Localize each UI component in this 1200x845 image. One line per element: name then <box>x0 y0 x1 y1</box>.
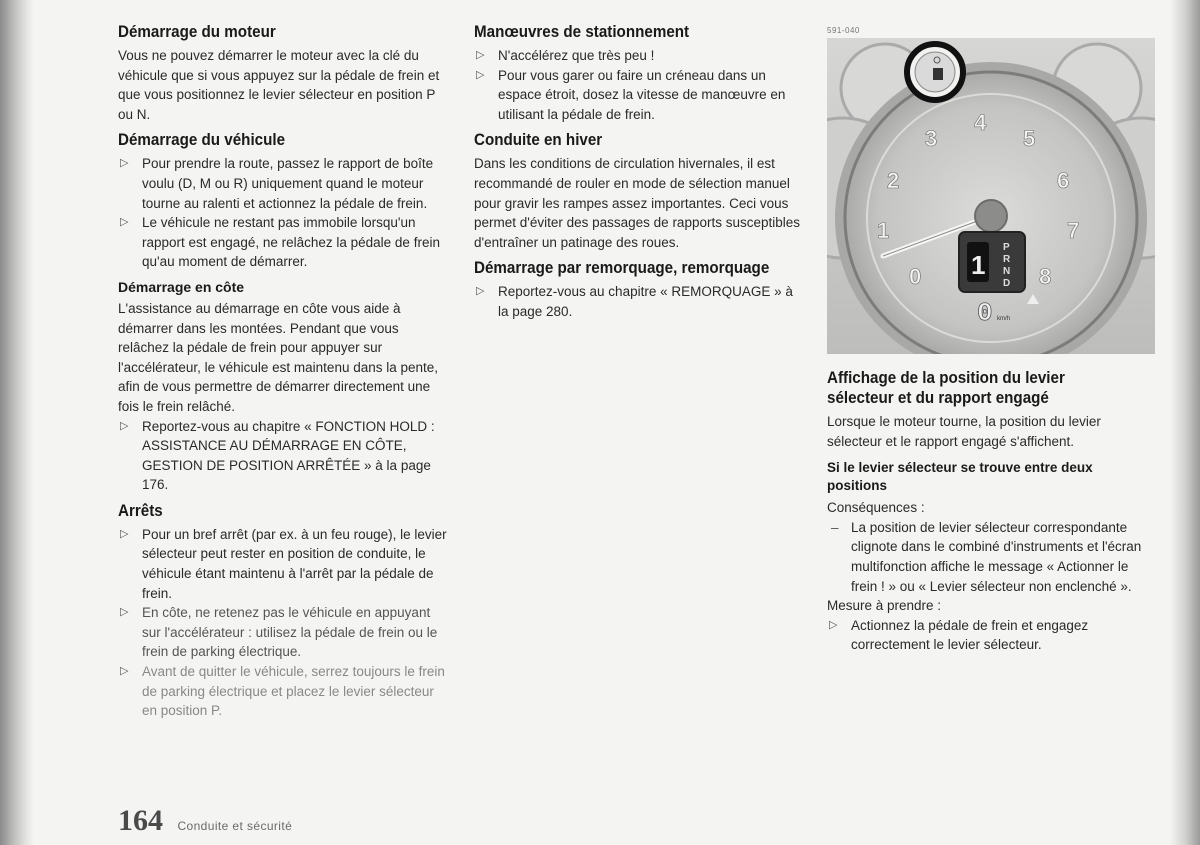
paragraph-demarrage-cote: L'assistance au démarrage en côte vous aide à démarrer dans les montées. Pendant que vous relâchez la pédale de frein pour appuyer sur l'accélérateur, le véhicule est maintenu dans la pente, afin de vous permettre de démarrer directement une fois le frein relâché. <box>118 300 439 414</box>
gear-indicator-digit: 1 <box>971 250 986 280</box>
list-item: ▷ Pour vous garer ou faire un créneau dans un espace étroit, dosez la vitesse de manœuvre en utilisant la pédale de frein. <box>476 67 786 122</box>
list-manoeuvres <box>474 46 806 124</box>
list-item: ▷ N'accélérez que très peu ! <box>474 46 806 66</box>
column-left <box>118 22 452 727</box>
arrow-bullet-icon: ▷ <box>120 527 129 540</box>
list-item: ▷ Reportez-vous au chapitre « FONCTION HOLD : ASSISTANCE AU DÉMARRAGE EN CÔTE, GESTION DE POSITION ARRÊTÉE » à la page 176. <box>120 418 435 493</box>
dash-bullet-icon: – <box>831 519 839 535</box>
figure-reference: 591-040 <box>827 26 860 35</box>
list-item: ▷ Avant de quitter le véhicule, serrez toujours le frein de parking électrique et placez le levier sélecteur en position P. <box>120 664 445 719</box>
list-demarrage-vehicule <box>118 154 452 272</box>
column-middle <box>474 22 806 328</box>
gauge-number-7: 7 <box>1067 218 1080 243</box>
column-right <box>827 368 1147 661</box>
gauge-number-3: 3 <box>925 126 938 151</box>
heading-levier-entre-positions: Si le levier sélecteur se trouve entre deux positions <box>827 460 1093 494</box>
heading-remorquage: Démarrage par remorquage, remorquage <box>474 259 770 278</box>
heading-affichage-position: Affichage de la position du levier sélecteur et du rapport engagé <box>827 369 1065 407</box>
arrow-bullet-icon: ▷ <box>120 665 129 678</box>
list-demarrage-cote <box>118 417 452 495</box>
list-mesure <box>827 616 1147 655</box>
paragraph-affichage-position: Lorsque le moteur tourne, la position du levier sélecteur et le rapport engagé s'affichent. <box>827 414 1101 449</box>
page-number: 164 <box>118 804 163 837</box>
selector-letter-r: R <box>1003 254 1011 265</box>
gauge-number-5: 5 <box>1023 126 1036 151</box>
arrow-bullet-icon: ▷ <box>476 68 485 81</box>
label-mesure: Mesure à prendre : <box>827 598 942 614</box>
tachometer-illustration <box>827 38 1155 354</box>
heading-demarrage-cote: Démarrage en côte <box>118 278 245 295</box>
page-footer <box>118 804 292 838</box>
selector-letter-n: N <box>1003 266 1011 277</box>
gauge-number-4: 4 <box>974 110 987 135</box>
gauge-number-0: 0 <box>909 264 922 289</box>
paragraph-conduite-hiver: Dans les conditions de circulation hivernales, il est recommandé de rouler en mode de sélection manuel pour gravir les rampes assez importantes. Ceci vous permet d'éviter des passages de rapports susceptibles d'entraîner un patinage des roues. <box>474 156 801 250</box>
page-edge-shadow <box>1170 0 1200 845</box>
list-item: ▷ En côte, ne retenez pas le véhicule en appuyant sur l'accélérateur : utilisez la pédale de frein ou le frein de parking électrique. <box>120 605 438 660</box>
paragraph-demarrage-moteur: Vous ne pouvez démarrer le moteur avec la clé du véhicule que si vous appuyez sur la pédale de frein et que vous positionnez le levier sélecteur en position P ou N. <box>118 48 440 122</box>
list-item: ▷ Le véhicule ne restant pas immobile lorsqu'un rapport est engagé, ne relâchez la pédale de frein qu'au moment de démarrer. <box>120 215 440 270</box>
arrow-bullet-icon: ▷ <box>829 618 838 631</box>
arrow-bullet-icon: ▷ <box>120 606 129 619</box>
arrow-bullet-icon: ▷ <box>476 285 485 298</box>
list-arrets <box>118 525 452 721</box>
list-item: ▷ Reportez-vous au chapitre « REMORQUAGE » à la page 280. <box>476 284 793 319</box>
list-item: – La position de levier sélecteur correspondante clignote dans le combiné d'instruments et l'écran multifonction affiche le message « Actionner le frein ! » ou « Levier sélecteur non enclenché ». <box>831 519 1142 594</box>
heading-manoeuvres: Manœuvres de stationnement <box>474 23 690 41</box>
label-consequences: Conséquences : <box>827 500 925 516</box>
instrument-cluster-figure <box>827 38 1155 354</box>
speed-readout: 0 <box>977 298 993 328</box>
book-gutter-shadow <box>0 0 34 845</box>
selector-letter-p: P <box>1003 242 1010 253</box>
arrow-bullet-icon: ▷ <box>120 157 129 170</box>
list-remorquage <box>474 282 806 321</box>
list-item: ▷ Pour un bref arrêt (par ex. à un feu rouge), le levier sélecteur peut rester en position de conduite, le véhicule étant maintenu à l'arrêt par la pédale de frein. <box>120 526 447 601</box>
section-name: Conduite et sécurité <box>177 819 293 833</box>
gauge-number-6: 6 <box>1057 168 1070 193</box>
gauge-number-1: 1 <box>877 218 890 243</box>
heading-demarrage-moteur: Démarrage du moteur <box>118 23 276 41</box>
speed-unit: km/h <box>997 316 1011 322</box>
gear-display-icon <box>933 68 943 80</box>
arrow-bullet-icon: ▷ <box>120 216 129 229</box>
list-consequences <box>827 518 1147 596</box>
selector-letter-d: D <box>1003 278 1011 289</box>
arrow-bullet-icon: ▷ <box>120 419 129 432</box>
list-item: ▷ Pour prendre la route, passez le rapport de boîte voulu (D, M ou R) uniquement quand le moteur tourne au ralenti et actionnez la pédale de frein. <box>120 156 434 211</box>
gauge-number-8: 8 <box>1039 264 1052 289</box>
list-item: ▷ Actionnez la pédale de frein et engagez correctement le levier sélecteur. <box>829 617 1089 653</box>
arrow-bullet-icon: ▷ <box>476 49 485 61</box>
gauge-number-2: 2 <box>887 168 900 193</box>
heading-arrets: Arrêts <box>118 501 163 520</box>
heading-conduite-hiver: Conduite en hiver <box>474 131 603 150</box>
heading-demarrage-vehicule: Démarrage du véhicule <box>118 131 286 150</box>
